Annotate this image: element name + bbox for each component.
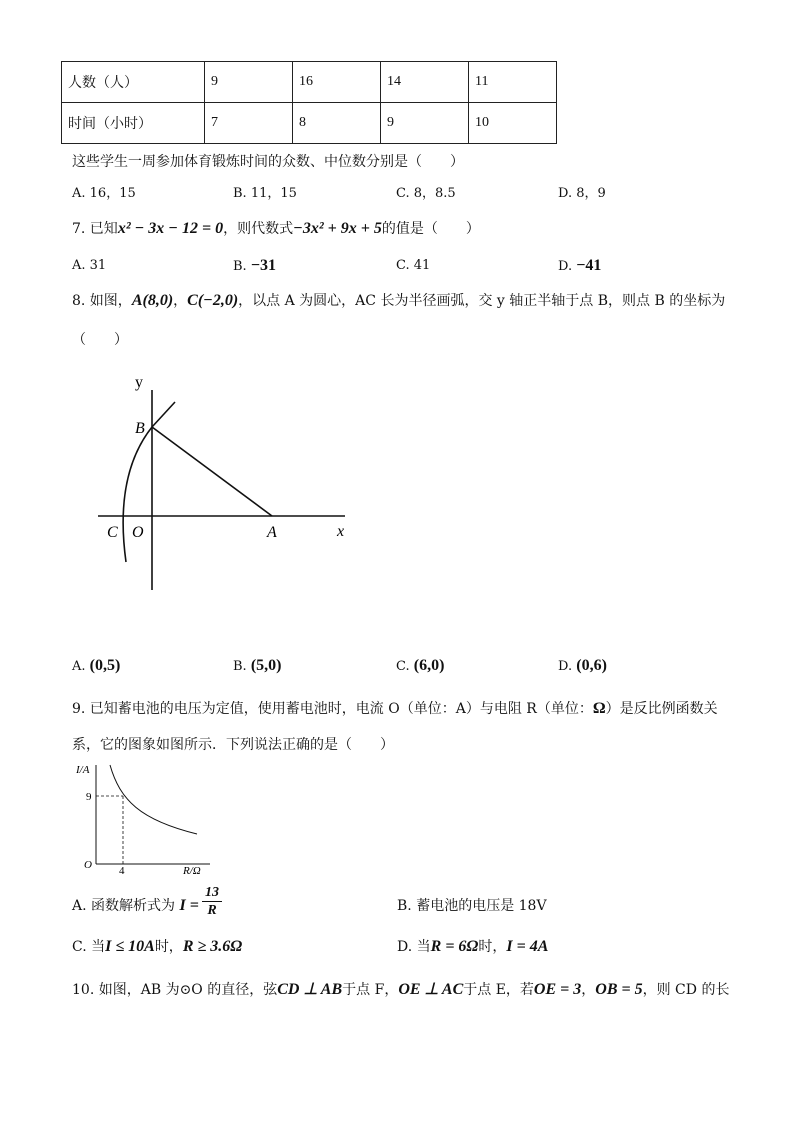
table-cell: 10	[469, 103, 557, 144]
data-table	[61, 61, 557, 144]
q8-prefix: 8. 如图，	[72, 293, 132, 309]
q9-option-d	[397, 938, 548, 956]
ohm-symbol: Ω	[592, 700, 606, 717]
fraction	[202, 884, 222, 919]
q7-equation: x² − 3x − 12 = 0	[117, 220, 224, 237]
segment-ab	[152, 427, 272, 516]
table-cell: 9	[381, 103, 469, 144]
formula-lhs: I =	[179, 897, 199, 914]
table-cell: 7	[205, 103, 293, 144]
option-label: C.	[396, 659, 410, 674]
q8-point-c: C(−2,0)	[187, 292, 239, 309]
q7-option-a: A. 31	[72, 258, 107, 273]
table-cell: 14	[381, 62, 469, 103]
q8-stem	[72, 292, 725, 310]
option-text: C. 当	[72, 939, 106, 955]
q10-stem	[72, 981, 729, 999]
point-b-label: B	[135, 420, 145, 437]
q9-figure	[70, 760, 215, 878]
q9-option-a	[72, 897, 199, 915]
q8-paren: （ ）	[72, 332, 128, 348]
q10-text: 于点 F，	[342, 982, 399, 998]
origin-label: O	[132, 524, 144, 541]
option-label: B.	[233, 259, 247, 274]
point-a-label: A	[267, 524, 277, 541]
q10-text: ，	[581, 982, 596, 998]
option-label: A.	[72, 659, 86, 674]
table-cell: 11	[469, 62, 557, 103]
option-label: D.	[558, 659, 573, 674]
q10-text: 于点 E，若	[463, 982, 534, 998]
q8-sep: ，	[173, 293, 188, 309]
condition: I ≤ 10A	[105, 938, 155, 955]
option-text: A. 函数解析式为	[72, 898, 176, 914]
q10-math: OE = 3	[533, 981, 582, 998]
table-row	[62, 103, 557, 144]
option-value: (0,6)	[576, 657, 607, 674]
q9-stem-line2: 系，它的图象如图所示．下列说法正确的是（ ）	[72, 737, 394, 753]
q9-text-b: ）是反比例函数关	[605, 701, 718, 717]
option-value: (6,0)	[413, 657, 445, 674]
q7-expression: −3x² + 9x + 5	[293, 220, 382, 237]
option-label: D.	[558, 259, 573, 274]
q10-text: ，则 CD 的长	[642, 982, 730, 998]
q8-option-c	[396, 657, 444, 676]
q7-prefix: 7. 已知	[72, 221, 118, 237]
arc	[123, 427, 152, 562]
q10-math: OB = 5	[595, 981, 643, 998]
result: I = 4A	[506, 938, 549, 955]
option-text: 时，	[478, 939, 507, 955]
q8-option-d	[558, 657, 607, 676]
x-value-label: 4	[119, 865, 125, 877]
q8-point-a: A(8,0)	[131, 292, 174, 309]
condition: R = 6Ω	[430, 938, 479, 955]
q6-stem: 这些学生一周参加体育锻炼时间的众数、中位数分别是（ ）	[72, 154, 464, 170]
origin-label: O	[84, 859, 92, 871]
option-label: B.	[233, 659, 247, 674]
q8-figure	[95, 365, 360, 595]
y-axis-label: y	[135, 374, 143, 391]
table-cell: 16	[293, 62, 381, 103]
q6-option-d: D. 8，9	[558, 186, 606, 201]
fraction-numerator: 13	[205, 885, 219, 900]
q7-option-d	[558, 257, 601, 276]
q7-option-b	[233, 257, 276, 276]
q8-option-a	[72, 657, 120, 676]
q10-math: CD ⊥ AB	[277, 981, 343, 998]
y-value-label: 9	[86, 791, 92, 803]
option-value: (5,0)	[250, 657, 282, 674]
q6-option-c: C. 8，8.5	[396, 186, 456, 201]
option-value: −31	[250, 257, 276, 274]
q7-mid: ，则代数式	[223, 221, 294, 237]
q8-text: ，以点 A 为圆心，AC 长为半径画弧，交 y 轴正半轴于点 B，则点 B 的坐标为	[238, 293, 726, 309]
q7-stem	[72, 220, 480, 238]
q8-option-b	[233, 657, 281, 676]
x-axis-label: R/Ω	[183, 865, 201, 877]
table-row	[62, 62, 557, 103]
q7-suffix: 的值是（ ）	[381, 221, 480, 237]
q6-option-a: A. 16，15	[72, 186, 136, 201]
table-cell: 8	[293, 103, 381, 144]
q9-option-c	[72, 938, 242, 956]
q9-stem-line1	[72, 700, 718, 718]
q10-text: 10. 如图，AB 为⊙O 的直径，弦	[72, 982, 278, 998]
result: R ≥ 3.6Ω	[182, 938, 243, 955]
q10-math: OE ⊥ AC	[398, 981, 464, 998]
q9-option-b: B. 蓄电池的电压是 18V	[397, 898, 547, 914]
q9-text: 9. 已知蓄电池的电压为定值，使用蓄电池时，电流 O（单位：A）与电阻 R（单位：	[72, 701, 593, 717]
x-axis-label: x	[337, 523, 345, 540]
table-cell: 9	[205, 62, 293, 103]
option-value: (0,5)	[89, 657, 121, 674]
table-cell: 人数（人）	[62, 62, 205, 103]
table-cell: 时间（小时）	[62, 103, 205, 144]
option-value: −41	[576, 257, 602, 274]
q6-option-b: B. 11，15	[233, 186, 297, 201]
fraction-denominator: R	[202, 901, 222, 919]
q7-option-c: C. 41	[396, 258, 431, 273]
option-text: D. 当	[397, 939, 431, 955]
y-axis-label: I/A	[76, 764, 90, 776]
point-c-label: C	[107, 524, 118, 541]
option-text: 时，	[154, 939, 183, 955]
arc-extension	[152, 402, 175, 427]
